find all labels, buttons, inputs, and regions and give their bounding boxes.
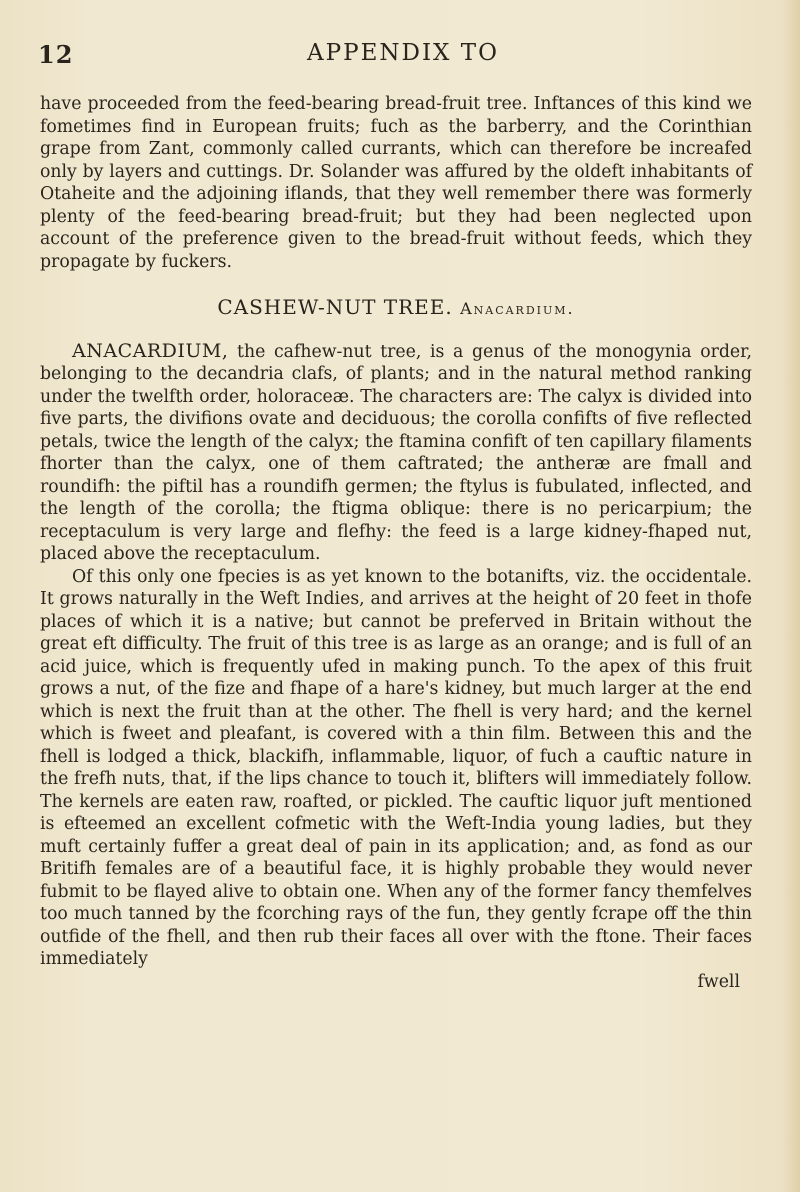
page-edge-shading xyxy=(782,0,800,1192)
paragraph-description-text: the cafhew-nut tree, is a genus of the monogynia order, belonging to the decandria clafs, of plants; and in the natural method ranking under the twelfth order, holoraceæ. The characters are: The calyx is divided into five parts, the divifions ovate and deciduous; the corolla confifts of five reflected petals, twice the length of the calyx; the ftamina confift of ten capillary filaments fhorter than the calyx, one of them caftrated; the antheræ are fmall and roundifh: the piftil has a roundifh germen; the ftylus is fubulated, inflected, and the length of the corolla; the ftigma oblique: there is no pericarpium; the receptaculum is very large and flefhy: the feed is a large kidney-fhaped nut, placed above the receptaculum. xyxy=(40,341,752,564)
page-body xyxy=(40,93,752,993)
lead-word: ANACARDIUM, xyxy=(72,339,229,362)
section-latin-name: Anacardium. xyxy=(460,299,575,318)
running-head: APPENDIX TO xyxy=(307,40,499,66)
catchword: fwell xyxy=(697,971,740,992)
paragraph-description xyxy=(40,340,752,566)
page-header xyxy=(38,40,758,80)
paragraph-continued: have proceeded from the feed-bearing bread-fruit tree. Inftances of this kind we fometimes find in European fruits; fuch as the barberry, and the Corinthian grape from Zant, commonly called currants, which can therefore be increafed only by layers and cuttings. Dr. Solander was affured by the oldeft inhabitants of Otaheite and the adjoining iflands, that they well remember there was formerly plenty of the feed-bearing bread-fruit; but they had been neglected upon account of the preference given to the bread-fruit without feeds, which they propagate by fuckers. xyxy=(40,94,752,272)
section-heading xyxy=(40,296,752,321)
paragraph-species: Of this only one fpecies is as yet known to the botanifts, viz. the occidentale. It grows naturally in the Weft Indies, and arrives at the height of 20 feet in thofe places of which it is a native; but cannot be preferved in Britain without the great eft difficulty. The fruit of this tree is as large as an orange; and is full of an acid juice, which is frequently ufed in making punch. To the apex of this fruit grows a nut, of the fize and fhape of a hare's kidney, but much larger at the end which is next the fruit than at the other. The fhell is very hard; and the kernel which is fweet and pleafant, is covered with a thin film. Between this and the fhell is lodged a thick, blackifh, inflammable, liquor, of fuch a cauftic nature in the frefh nuts, that, if the lips chance to touch it, blifters will immediately follow. The kernels are eaten raw, roafted, or pickled. The cauftic liquor juft mentioned is efteemed an excellent cofmetic with the Weft-India young ladies, but they muft certainly fuffer a great deal of pain in its application; and, as fond as our Britifh females are of a beautiful face, it is highly probable they would never fubmit to be flayed alive to obtain one. When any of the former fancy themfelves too much tanned by the fcorching rays of the fun, they gently fcrape off the thin outfide of the fhell, and then rub their faces all over with the ftone. Their faces immediately xyxy=(40,566,752,969)
page-number: 12 xyxy=(38,40,74,69)
section-title: CASHEW-NUT TREE. xyxy=(217,295,453,319)
